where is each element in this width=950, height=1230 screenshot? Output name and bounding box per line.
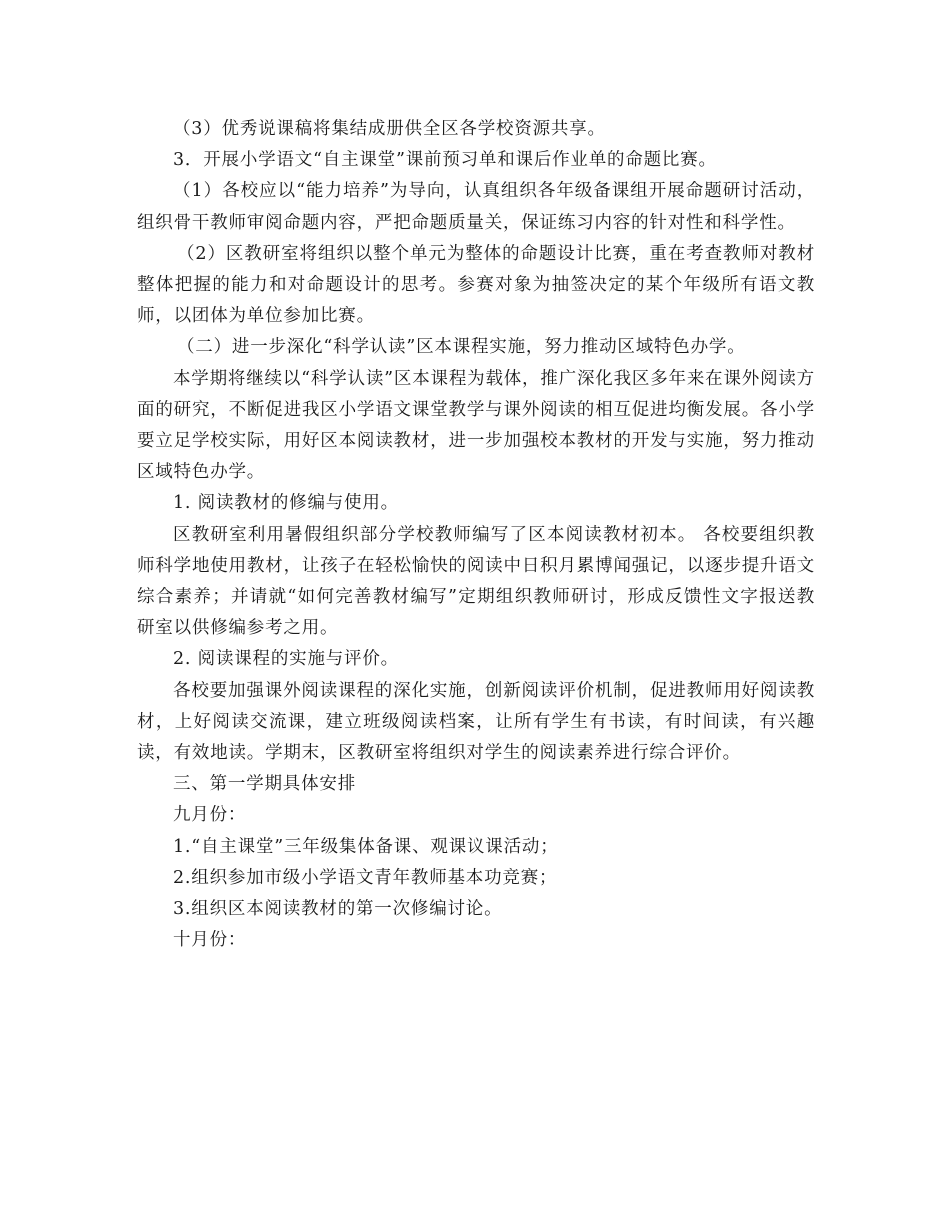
paragraph-reading-2-body: 各校要加强课外阅读课程的深化实施，创新阅读评价机制，促进教师用好阅读教材，上好阅读交流课，建立班级阅读档案，让所有学生有书读，有时间读，有兴趣读，有效地读。学期末，区教研室将组织对学生的阅读素养进行综合评价。 bbox=[137, 680, 815, 764]
document-body bbox=[137, 114, 815, 956]
paragraph-item-3-heading: 3．开展小学语文“自主课堂”课前预习单和课后作业单的命题比赛。 bbox=[173, 150, 717, 171]
paragraph-section-2-intro: 本学期将继续以“科学认读”区本课程为载体，推广深化我区多年来在课外阅读方面的研究，不断促进我区小学语文课堂教学与课外阅读的相互促进均衡发展。各小学要立足学校实际，用好区本阅读教材，进一步加强校本教材的开发与实施，努力推动区域特色办学。 bbox=[137, 368, 815, 483]
paragraph-september-item-3: 3.组织区本阅读教材的第一次修编讨论。 bbox=[173, 899, 503, 920]
paragraph-reading-1-body: 区教研室利用暑假组织部分学校教师编写了区本阅读教材初本。 各校要组织教师科学地使用教材，让孩子在轻松愉快的阅读中日积月累博闻强记，以逐步提升语文综合素养；并请就“如何完善教材编写”定期组织教师研讨，形成反馈性文字报送教研室以供修编参考之用。 bbox=[137, 524, 815, 639]
paragraph-section-2-heading: （二）进一步深化“科学认读”区本课程实施，努力推动区域特色办学。 bbox=[177, 337, 746, 358]
paragraph-october-heading: 十月份： bbox=[173, 930, 247, 951]
paragraph-item-3-2: （2）区教研室将组织以整个单元为整体的命题设计比赛，重在考查教师对教材整体把握的能力和对命题设计的思考。参赛对象为抽签决定的某个年级所有语文教师，以团体为单位参加比赛。 bbox=[137, 243, 815, 327]
paragraph-item-3-1: （1）各校应以“能力培养”为导向，认真组织各年级备课组开展命题研讨活动，组织骨干教师审阅命题内容，严把命题质量关，保证练习内容的针对性和科学性。 bbox=[137, 181, 815, 233]
paragraph-sharing-note: （3）优秀说课稿将集结成册供全区各学校资源共享。 bbox=[173, 119, 606, 139]
paragraph-reading-1-heading: 1. 阅读教材的修编与使用。 bbox=[173, 493, 399, 514]
paragraph-september-heading: 九月份： bbox=[173, 805, 247, 826]
paragraph-section-3-heading: 三、第一学期具体安排 bbox=[173, 774, 356, 795]
paragraph-reading-2-heading: 2. 阅读课程的实施与评价。 bbox=[173, 649, 399, 670]
paragraph-september-item-1: 1.“自主课堂”三年级集体备课、观课议课活动； bbox=[173, 836, 559, 857]
paragraph-september-item-2: 2.组织参加市级小学语文青年教师基本功竞赛； bbox=[173, 867, 558, 888]
